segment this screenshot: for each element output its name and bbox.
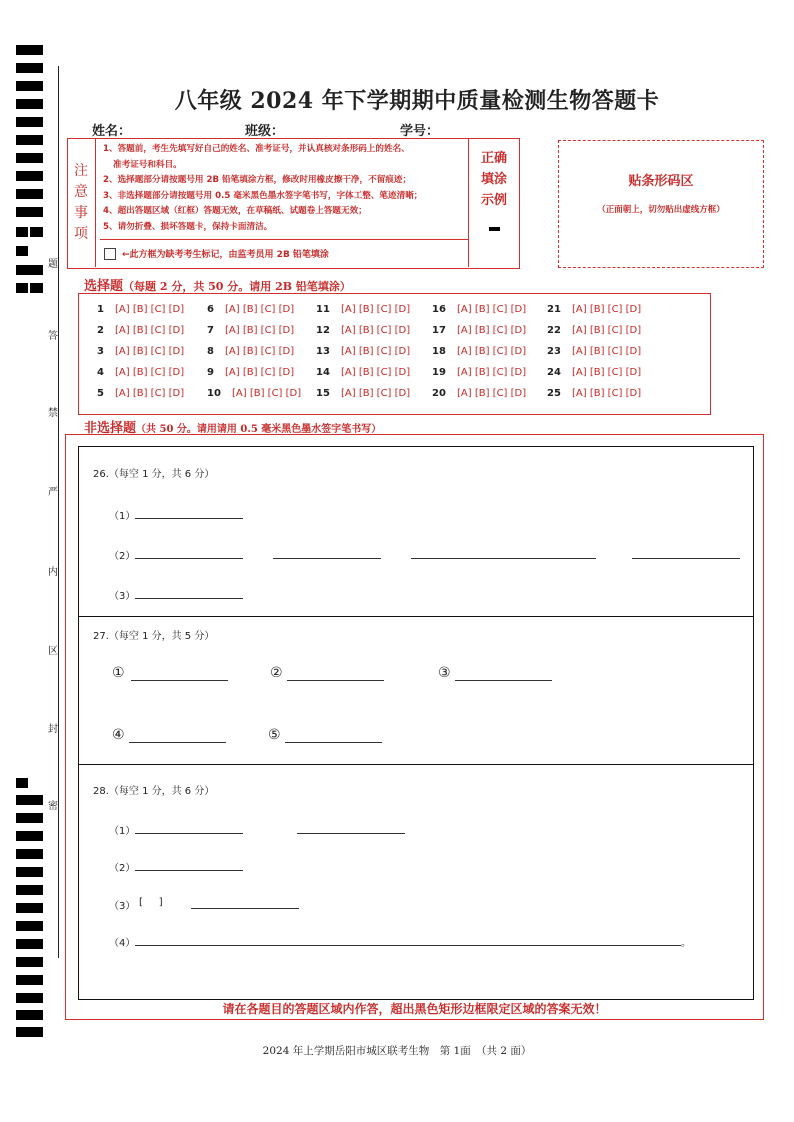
notes-label	[67, 138, 96, 267]
choice-item[interactable]	[547, 388, 641, 399]
q28-blank-1b[interactable]	[297, 833, 405, 834]
choice-options[interactable]: [A] [B] [C] [D]	[457, 388, 527, 399]
q26-blank-2c[interactable]	[411, 558, 596, 559]
absent-mark-text: ←此方框为缺考考生标记，由监考员用 2B 铅笔填涂	[122, 250, 329, 260]
choice-number: 23	[547, 346, 561, 357]
absent-mark-row	[100, 239, 468, 267]
q27-blank-3[interactable]	[455, 680, 552, 681]
side-char: 封	[48, 724, 58, 735]
choice-options[interactable]: [A] [B] [C] [D]	[341, 325, 411, 336]
q28-label-1: （1）	[109, 826, 136, 837]
side-char: 密	[48, 801, 58, 812]
choice-number: 22	[547, 325, 561, 336]
barcode-area	[558, 140, 764, 268]
id-field[interactable]	[400, 120, 517, 139]
choice-item[interactable]	[432, 388, 526, 399]
page-title: 八年级 2024 年下学期期中质量检测生物答题卡	[174, 88, 660, 114]
choice-item[interactable]	[97, 367, 184, 378]
q27-circle-3: ③	[438, 665, 451, 681]
notes-text	[103, 142, 463, 235]
choice-item[interactable]	[207, 388, 301, 399]
choice-number: 3	[97, 346, 104, 357]
choice-number: 16	[432, 304, 446, 315]
side-char: 禁	[48, 408, 58, 419]
note-line: 2、选择题部分请按题号用 2B 铅笔填涂方框，修改时用橡皮擦干净，不留痕迹；	[103, 175, 412, 185]
q27-circle-2: ②	[270, 665, 283, 681]
choice-options[interactable]: [A] [B] [C] [D]	[115, 325, 185, 336]
q27-heading: 27.（每空 1 分，共 5 分）	[93, 631, 215, 642]
name-line[interactable]	[131, 125, 223, 139]
note-line: 1、答题前，考生先填写好自己的姓名、准考证号，并认真核对条形码上的姓名、	[103, 144, 410, 154]
choice-options[interactable]: [A] [B] [C] [D]	[341, 346, 411, 357]
q28-blank-4[interactable]	[135, 945, 681, 946]
notes-label-char: 项	[74, 225, 88, 242]
q26-heading: 26.（每空 1 分，共 6 分）	[93, 469, 215, 480]
q27-blank-5[interactable]	[285, 742, 382, 743]
choice-item[interactable]	[207, 346, 294, 357]
q28-bracket[interactable]: [ ]	[139, 897, 163, 908]
choice-item[interactable]	[432, 325, 526, 336]
choice-options[interactable]: [A] [B] [C] [D]	[341, 304, 411, 315]
choice-item[interactable]	[547, 304, 641, 315]
note-line: 4、超出答题区域（红框）答题无效，在草稿纸、试题卷上答题无效；	[103, 206, 367, 216]
q28-blank-3[interactable]	[191, 908, 299, 909]
choice-options[interactable]: [A] [B] [C] [D]	[115, 367, 185, 378]
choice-number: 4	[97, 367, 104, 378]
example-label: 填涂	[480, 172, 507, 187]
q27-blank-4[interactable]	[129, 742, 226, 743]
nonchoice-title: 非选择题	[84, 421, 137, 436]
q26-label-2: （2）	[109, 551, 136, 562]
choice-options[interactable]: [A] [B] [C] [D]	[572, 388, 642, 399]
q27-circle-1: ①	[112, 665, 125, 681]
choice-number: 20	[432, 388, 446, 399]
q27-blank-2[interactable]	[287, 680, 384, 681]
choice-number: 8	[207, 346, 214, 357]
name-field[interactable]	[92, 120, 223, 139]
footer: 2024 年上学期岳阳市城区联考生物 第 1面 （共 2 面）	[262, 1045, 532, 1057]
q28-blank-1a[interactable]	[135, 833, 243, 834]
choice-options[interactable]: [A] [B] [C] [D]	[457, 346, 527, 357]
side-char: 区	[48, 646, 58, 657]
note-line: 准考证号和科目。	[113, 159, 182, 170]
choice-options[interactable]: [A] [B] [C] [D]	[457, 325, 527, 336]
choice-number: 12	[316, 325, 330, 336]
q26-label-1: （1）	[109, 511, 136, 522]
choice-item[interactable]	[547, 346, 641, 357]
choice-item[interactable]	[547, 325, 641, 336]
note-line: 3、非选择题部分请按题号用 0.5 毫米黑色墨水签字笔书写，字体工整、笔迹清晰；	[103, 190, 423, 201]
q28-label-2: （2）	[109, 863, 136, 874]
nonchoice-sub: （共 50 分。请用请用 0.5 毫米黑色墨水签字笔书写）	[136, 424, 382, 435]
example-label: 正确	[480, 151, 507, 166]
choice-item[interactable]	[316, 388, 410, 399]
choice-title: 选择题	[84, 279, 124, 294]
q27-blank-1[interactable]	[131, 680, 228, 681]
choice-number: 19	[432, 367, 446, 378]
choice-item[interactable]	[316, 367, 410, 378]
q28-heading: 28.（每空 1 分，共 6 分）	[93, 786, 215, 797]
q28-blank-2[interactable]	[135, 870, 243, 871]
q26-blank-2d[interactable]	[632, 558, 740, 559]
divider	[79, 616, 753, 617]
class-line[interactable]	[284, 125, 376, 139]
name-label: 姓名：	[92, 124, 132, 139]
example-label: 示例	[480, 193, 507, 208]
choice-item[interactable]	[207, 304, 294, 315]
choice-number: 25	[547, 388, 561, 399]
choice-number: 11	[316, 304, 330, 315]
choice-options[interactable]: [A] [B] [C] [D]	[225, 367, 295, 378]
choice-options[interactable]: [A] [B] [C] [D]	[232, 388, 302, 399]
side-char: 答	[48, 331, 58, 342]
choice-item[interactable]	[97, 346, 184, 357]
id-line[interactable]	[439, 125, 517, 139]
choice-number: 9	[207, 367, 214, 378]
choice-item[interactable]	[547, 367, 641, 378]
choice-number: 5	[97, 388, 104, 399]
choice-item[interactable]	[432, 346, 526, 357]
choice-number: 2	[97, 325, 104, 336]
choice-item[interactable]	[97, 304, 184, 315]
side-char: 题	[48, 259, 58, 270]
side-char: 严	[48, 487, 58, 498]
choice-grid	[78, 293, 711, 415]
choice-item[interactable]	[316, 304, 410, 315]
choice-options[interactable]: [A] [B] [C] [D]	[115, 304, 185, 315]
choice-options[interactable]: [A] [B] [C] [D]	[572, 304, 642, 315]
q27-circle-4: ④	[112, 727, 125, 743]
choice-number: 24	[547, 367, 561, 378]
choice-item[interactable]	[432, 304, 526, 315]
choice-item[interactable]	[97, 325, 184, 336]
choice-options[interactable]: [A] [B] [C] [D]	[115, 388, 185, 399]
choice-item[interactable]	[207, 367, 294, 378]
choice-number: 10	[207, 388, 221, 399]
q26-blank-2b[interactable]	[273, 558, 381, 559]
choice-number: 6	[207, 304, 214, 315]
q26-blank-3[interactable]	[135, 598, 243, 599]
q28-label-3: （3）	[109, 901, 136, 912]
choice-number: 18	[432, 346, 446, 357]
q26-label-3: （3）	[109, 591, 136, 602]
fill-example	[468, 138, 519, 267]
class-field[interactable]	[245, 120, 376, 139]
choice-number: 15	[316, 388, 330, 399]
absent-checkbox[interactable]	[104, 248, 116, 260]
q27-circle-5: ⑤	[268, 727, 281, 743]
note-line: 5、请勿折叠、损坏答题卡，保持卡面清洁。	[103, 221, 273, 232]
choice-options[interactable]: [A] [B] [C] [D]	[225, 346, 295, 357]
choice-sub: （每题 2 分，共 50 分。请用 2B 铅笔填涂）	[123, 280, 351, 293]
choice-header	[84, 275, 351, 294]
choice-options[interactable]: [A] [B] [C] [D]	[115, 346, 185, 357]
choice-item[interactable]	[316, 346, 410, 357]
choice-options[interactable]: [A] [B] [C] [D]	[572, 367, 642, 378]
barcode-sub: （正面朝上，切勿贴出虚线方框）	[597, 205, 725, 215]
answer-area	[78, 446, 754, 1000]
q26-blank-2a[interactable]	[135, 558, 243, 559]
choice-options[interactable]: [A] [B] [C] [D]	[225, 325, 295, 336]
choice-options[interactable]: [A] [B] [C] [D]	[457, 367, 527, 378]
choice-item[interactable]	[97, 388, 184, 399]
barcode-title: 贴条形码区	[628, 174, 694, 189]
notes-label-char: 事	[74, 204, 88, 221]
filled-mark-example	[489, 227, 500, 231]
notes-label-char: 注	[74, 162, 88, 179]
choice-number: 13	[316, 346, 330, 357]
side-char: 内	[48, 567, 58, 578]
id-label: 学号：	[400, 124, 440, 139]
choice-item[interactable]	[207, 325, 294, 336]
choice-options[interactable]: [A] [B] [C] [D]	[225, 304, 295, 315]
q26-blank-1[interactable]	[135, 518, 243, 519]
choice-number: 21	[547, 304, 561, 315]
choice-number: 1	[97, 304, 104, 315]
choice-item[interactable]	[432, 367, 526, 378]
choice-options[interactable]: [A] [B] [C] [D]	[572, 325, 642, 336]
choice-number: 14	[316, 367, 330, 378]
choice-item[interactable]	[316, 325, 410, 336]
class-label: 班级：	[245, 124, 285, 139]
notes-label-char: 意	[74, 183, 88, 200]
q28-label-4: （4）	[109, 938, 136, 949]
choice-number: 17	[432, 325, 446, 336]
warning-text: 请在各题目的答题区域内作答，超出黑色矩形边框限定区域的答案无效！	[222, 1002, 607, 1016]
choice-number: 7	[207, 325, 214, 336]
divider	[79, 764, 753, 765]
choice-options[interactable]: [A] [B] [C] [D]	[572, 346, 642, 357]
q28-period: 。	[681, 938, 691, 949]
choice-options[interactable]: [A] [B] [C] [D]	[457, 304, 527, 315]
choice-options[interactable]: [A] [B] [C] [D]	[341, 388, 411, 399]
choice-options[interactable]: [A] [B] [C] [D]	[341, 367, 411, 378]
